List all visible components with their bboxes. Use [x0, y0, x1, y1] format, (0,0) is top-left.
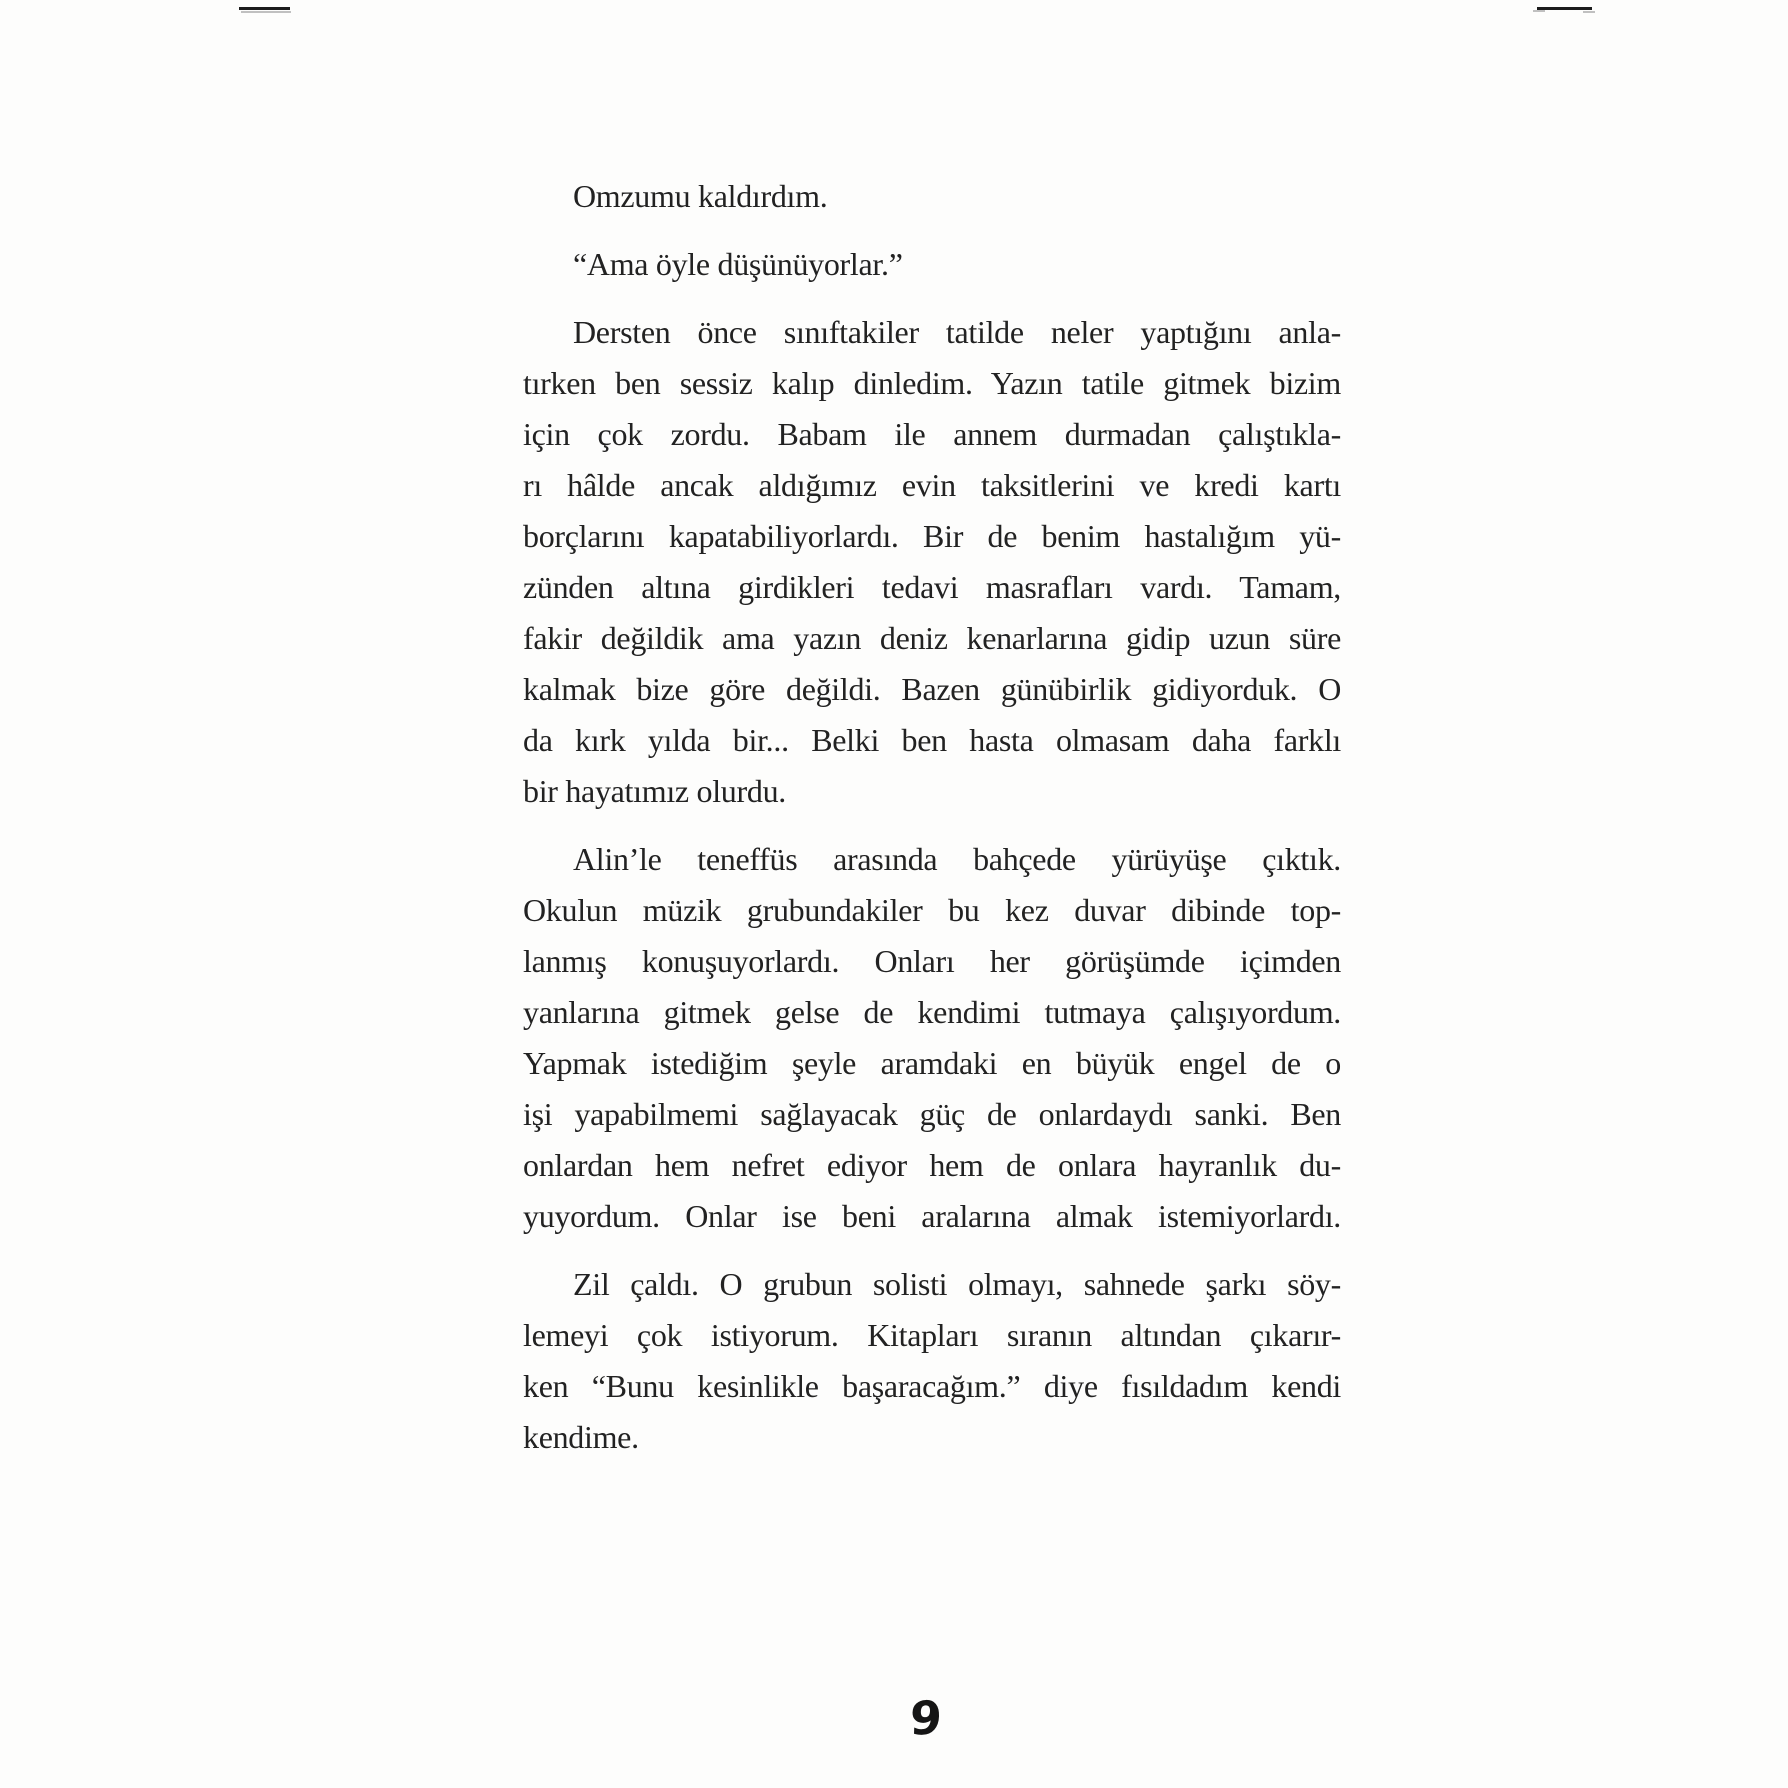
- text-line: tırken ben sessiz kalıp dinledim. Yazın tatile gitmek bizim: [523, 365, 1341, 401]
- text-line: bir hayatımız olurdu.: [523, 773, 786, 809]
- text-line: onlardan hem nefret ediyor hem de onlara hayranlık du-: [523, 1147, 1341, 1183]
- paragraph: [523, 1259, 1341, 1463]
- paragraph: [523, 307, 1341, 817]
- text-line: için çok zordu. Babam ile annem durmadan çalıştıkla-: [523, 416, 1341, 452]
- text-line: lanmış konuşuyorlardı. Onları her görüşümde içimden: [523, 943, 1341, 979]
- rule-light-line: [1533, 10, 1545, 12]
- text-line: Yapmak istediğim şeyle aramdaki en büyük engel de o: [523, 1045, 1341, 1081]
- top-left-rule-mark: [239, 7, 294, 17]
- text-line: Omzumu kaldırdım.: [573, 178, 828, 214]
- rule-dark-line: [1537, 7, 1592, 10]
- text-line: ken “Bunu kesinlikle başaracağım.” diye fısıldadım kendi: [523, 1368, 1341, 1404]
- text-line: borçlarını kapatabiliyorlardı. Bir de benim hastalığım yü-: [523, 518, 1341, 554]
- body-text: [523, 171, 1341, 1480]
- text-line: işi yapabilmemi sağlayacak güç de onlardaydı sanki. Ben: [523, 1096, 1341, 1132]
- text-line: Zil çaldı. O grubun solisti olmayı, sahnede şarkı söy-: [573, 1266, 1341, 1302]
- text-line: kendime.: [523, 1419, 639, 1455]
- text-line: kalmak bize göre değildi. Bazen günübirlik gidiyorduk. O: [523, 671, 1341, 707]
- text-line: rı hâlde ancak aldığımız evin taksitlerini ve kredi kartı: [523, 467, 1341, 503]
- text-line: Dersten önce sınıftakiler tatilde neler yaptığını anla-: [573, 314, 1341, 350]
- text-line: “Ama öyle düşünüyorlar.”: [573, 246, 903, 282]
- text-line: zünden altına girdikleri tedavi masrafları vardı. Tamam,: [523, 569, 1341, 605]
- rule-light-line: [1583, 11, 1595, 13]
- paragraph: [523, 171, 1341, 222]
- text-line: lemeyi çok istiyorum. Kitapları sıranın altından çıkarır-: [523, 1317, 1341, 1353]
- text-line: Alin’le teneffüs arasında bahçede yürüyüşe çıktık.: [573, 841, 1341, 877]
- rule-dark-line: [239, 7, 290, 10]
- text-line: yuyordum. Onlar ise beni aralarına almak istemiyorlardı.: [523, 1198, 1341, 1234]
- paragraph: [523, 239, 1341, 290]
- text-line: da kırk yılda bir... Belki ben hasta olmasam daha farklı: [523, 722, 1341, 758]
- text-line: Okulun müzik grubundakiler bu kez duvar dibinde top-: [523, 892, 1341, 928]
- text-line: fakir değildik ama yazın deniz kenarlarına gidip uzun süre: [523, 620, 1341, 656]
- page-number: 9: [909, 1690, 943, 1746]
- top-right-rule-mark: [1533, 6, 1595, 16]
- text-line: yanlarına gitmek gelse de kendimi tutmaya çalışıyordum.: [523, 994, 1341, 1030]
- rule-light-line: [241, 11, 291, 13]
- paragraph: [523, 834, 1341, 1242]
